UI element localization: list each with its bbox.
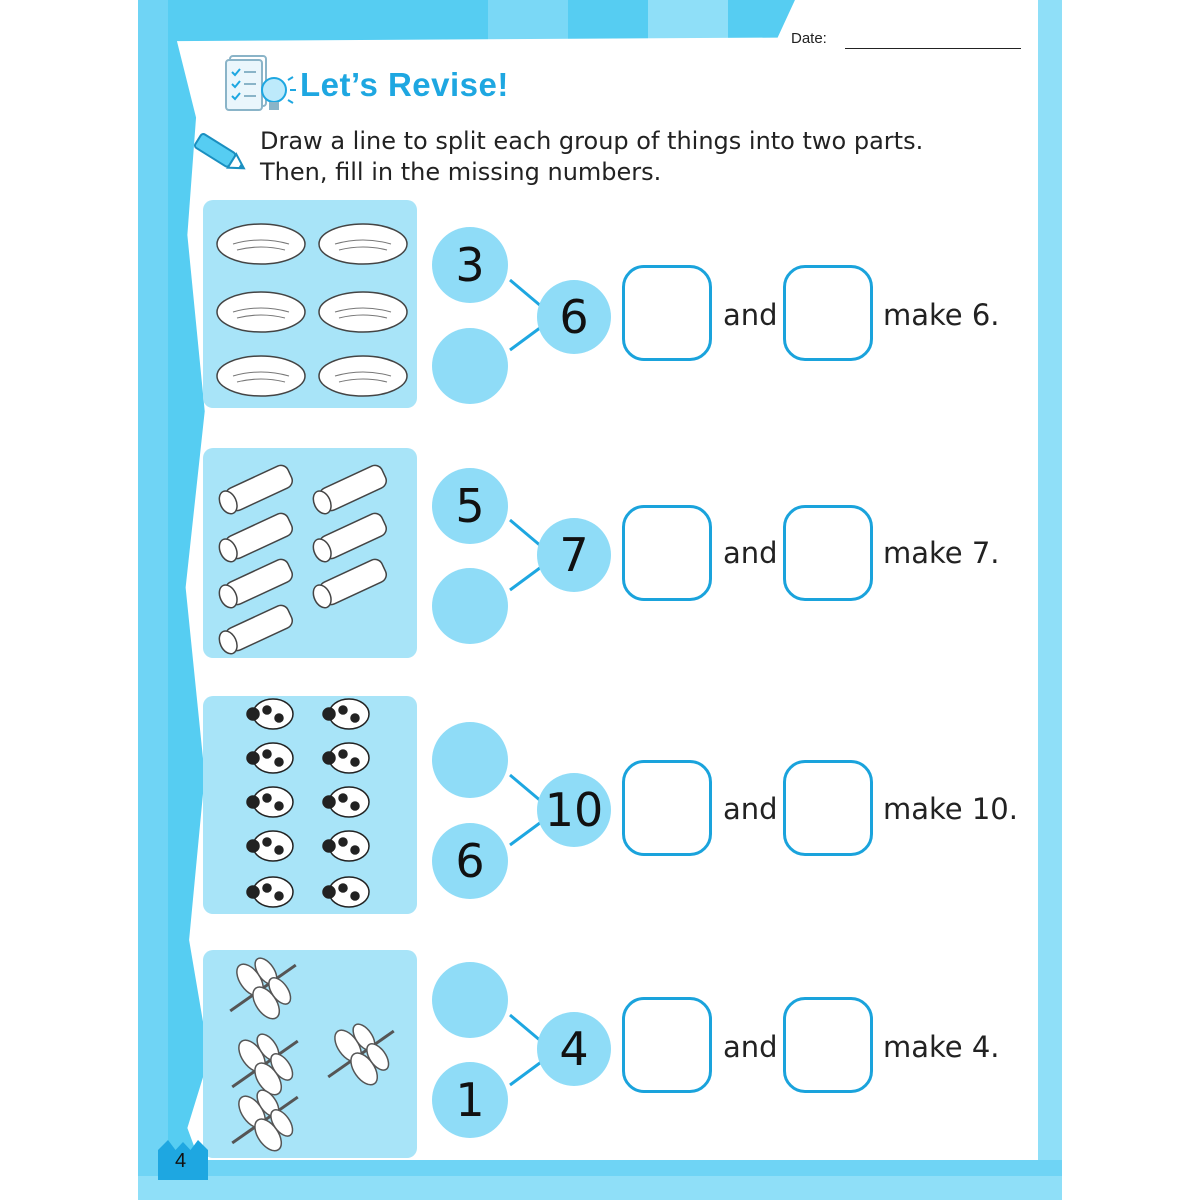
instructions <box>260 126 923 188</box>
log-icon <box>310 511 389 565</box>
ladybug-icon <box>247 787 293 817</box>
log-icon <box>216 463 295 517</box>
nest-icon <box>217 292 305 332</box>
nests-group <box>203 200 417 408</box>
answer-box-2[interactable] <box>783 760 873 856</box>
sentence-text: make 6. <box>883 298 1000 332</box>
bottom-border-light <box>138 1176 1062 1200</box>
ladybug-icon <box>323 699 369 729</box>
nest-icon <box>319 224 407 264</box>
ladybug-icon <box>247 831 293 861</box>
checklist-lightbulb-icon <box>222 52 298 118</box>
ladybug-icon <box>247 699 293 729</box>
part-bubble-bottom[interactable]: 1 <box>432 1062 508 1138</box>
log-icon <box>310 463 389 517</box>
ladybug-icon <box>323 831 369 861</box>
nest-icon <box>217 224 305 264</box>
ladybugs-group <box>203 696 417 914</box>
and-text: and <box>723 792 778 826</box>
and-text: and <box>723 536 778 570</box>
part-bubble-bottom[interactable] <box>432 328 508 404</box>
whole-bubble: 7 <box>537 518 611 592</box>
dragonfly-icon <box>310 1005 412 1103</box>
nest-icon <box>319 356 407 396</box>
pencil-icon <box>190 128 252 180</box>
nest-icon <box>217 356 305 396</box>
sentence-text: make 4. <box>883 1030 1000 1064</box>
log-icon <box>216 511 295 565</box>
nest-icon <box>319 292 407 332</box>
part-bubble-bottom[interactable]: 6 <box>432 823 508 899</box>
picture-panel-dragonflies <box>203 950 417 1158</box>
part-bubble-top[interactable] <box>432 962 508 1038</box>
part-bubble-top[interactable]: 5 <box>432 468 508 544</box>
date-label: Date: <box>791 30 827 47</box>
ladybug-icon <box>323 787 369 817</box>
part-bubble-top[interactable]: 3 <box>432 227 508 303</box>
whole-bubble: 10 <box>537 773 611 847</box>
picture-panel-nests <box>203 200 417 408</box>
whole-bubble: 4 <box>537 1012 611 1086</box>
answer-box-1[interactable] <box>622 997 712 1093</box>
instruction-line-2: Then, fill in the missing numbers. <box>260 158 662 186</box>
page-number: 4 <box>175 1150 187 1172</box>
answer-box-1[interactable] <box>622 265 712 361</box>
ladybug-icon <box>323 743 369 773</box>
logs-group <box>203 448 417 658</box>
answer-box-1[interactable] <box>622 760 712 856</box>
picture-panel-logs <box>203 448 417 658</box>
instruction-line-1: Draw a line to split each group of things into two parts. <box>260 127 924 155</box>
sentence-text: make 7. <box>883 536 1000 570</box>
picture-panel-ladybugs <box>203 696 417 914</box>
date-field-line[interactable] <box>845 48 1021 49</box>
answer-box-2[interactable] <box>783 505 873 601</box>
and-text: and <box>723 298 778 332</box>
ladybug-icon <box>247 743 293 773</box>
answer-box-1[interactable] <box>622 505 712 601</box>
part-bubble-bottom[interactable] <box>432 568 508 644</box>
and-text: and <box>723 1030 778 1064</box>
whole-bubble: 6 <box>537 280 611 354</box>
dragonflies-group <box>203 950 417 1158</box>
page-title: Let’s Revise! <box>300 66 509 103</box>
ladybug-icon <box>323 877 369 907</box>
dragonfly-icon <box>212 950 314 1037</box>
sentence-text: make 10. <box>883 792 1018 826</box>
answer-box-2[interactable] <box>783 997 873 1093</box>
part-bubble-top[interactable] <box>432 722 508 798</box>
log-icon <box>216 557 295 611</box>
answer-box-2[interactable] <box>783 265 873 361</box>
log-icon <box>216 603 295 657</box>
ladybug-icon <box>247 877 293 907</box>
log-icon <box>310 557 389 611</box>
